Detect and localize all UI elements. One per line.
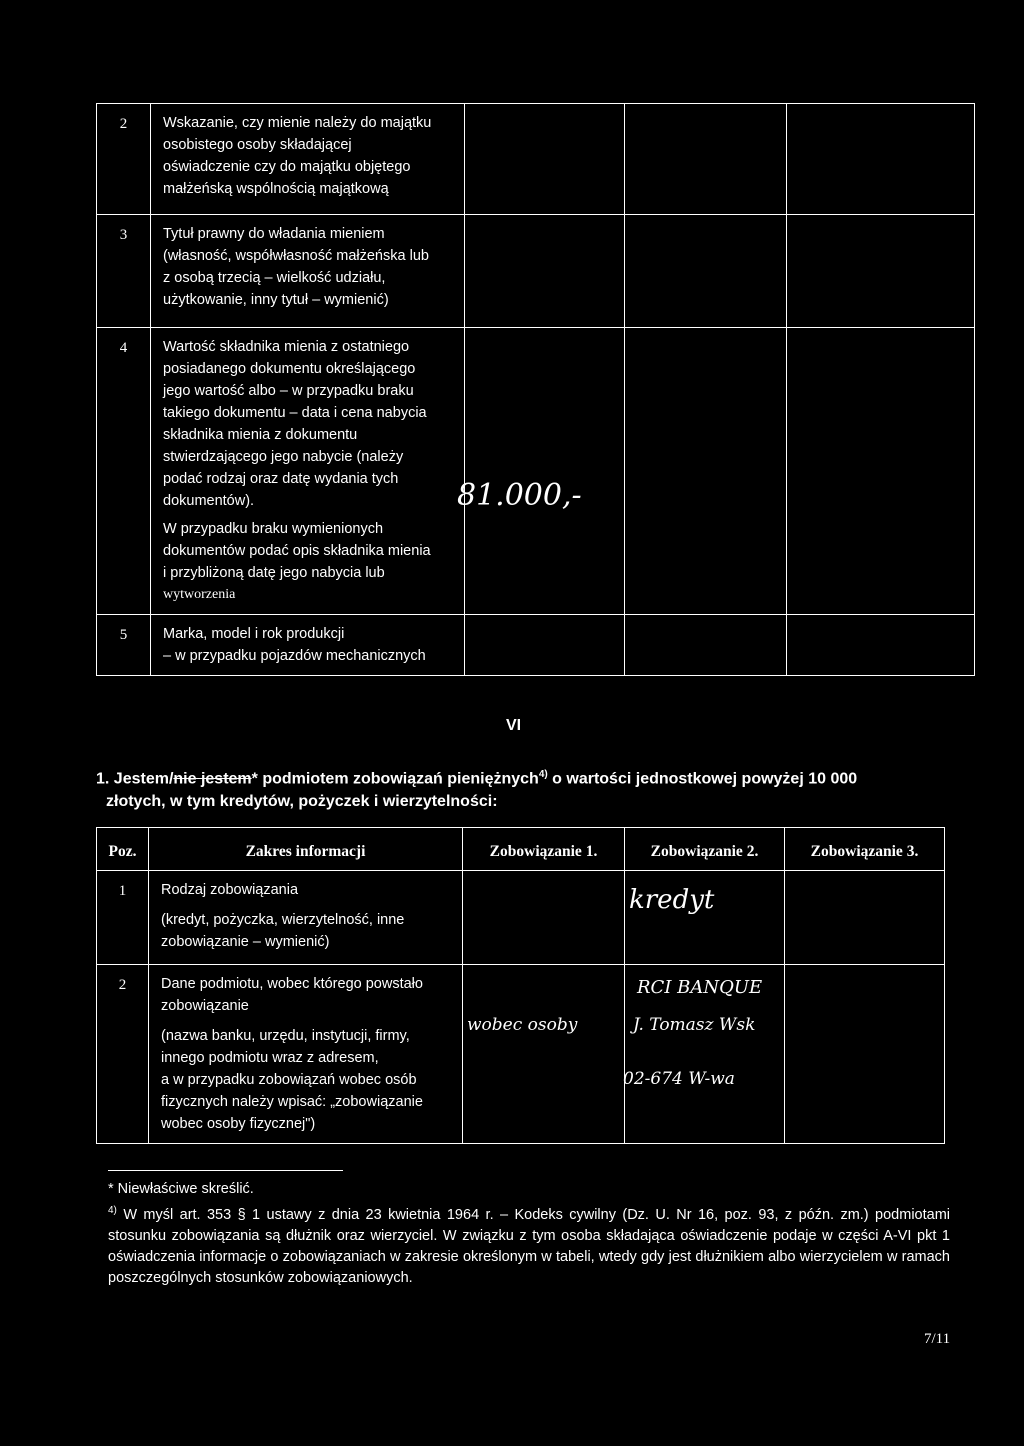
footnote-star: * Niewłaściwe skreślić. xyxy=(108,1181,254,1197)
value-cell xyxy=(787,328,975,615)
value-cell xyxy=(625,104,787,215)
table-row xyxy=(97,871,945,965)
handwritten-value: 02-674 W-wa xyxy=(623,1069,735,1089)
column-header: Zakres informacji xyxy=(149,828,463,871)
footnote-text: W myśl art. 353 § 1 ustawy z dnia 23 kwietnia 1964 r. – Kodeks cywilny (Dz. U. Nr 16, poz. 93, z późn. zm.) podmiotami stosunku zobowiązania są dłużnik oraz wierzyciel. W związku z tym osoba składająca oświadczenie podaje w części A-VI pkt 1 oświadczenia informacje o zobowiązaniach w zakresie określonym w tabeli, wtedy gdy jest dłużnikiem albo wierzycielem w ramach poszczególnych stosunków zobowiązaniowych. xyxy=(108,1206,950,1286)
handwritten-value: wobec osoby xyxy=(467,1015,578,1035)
table-row xyxy=(97,965,945,1144)
header-row xyxy=(97,828,945,871)
section-title: VI xyxy=(506,717,522,734)
handwritten-value: RCI BANQUE xyxy=(637,977,763,998)
footnote-ref: 4) xyxy=(108,1205,117,1216)
table-row xyxy=(97,104,975,215)
handwritten-value: kredyt xyxy=(629,885,715,915)
handwritten-value: 81.000,- xyxy=(457,478,582,513)
handwritten-value: J. Tomasz Wsk xyxy=(633,1015,756,1035)
row-description: Tytuł prawny do władania mieniem (własność, współwłasność małżeńska lub z osobą trzecią – wielkość udziału, użytkowanie, inny tytuł – wymienić) xyxy=(163,226,429,308)
row-number: 3 xyxy=(97,215,151,328)
row-number: 5 xyxy=(97,615,151,676)
value-cell xyxy=(625,871,785,965)
row-description: Wskazanie, czy mienie należy do majątku osobistego osoby składającej oświadczenie czy do majątku objętego małżeńską wspólnością majątkową xyxy=(163,115,432,197)
value-cell xyxy=(625,328,787,615)
value-cell xyxy=(625,965,785,1144)
row-description-detail: (kredyt, pożyczka, wierzytelność, inne zobowiązanie – wymienić) xyxy=(161,912,405,950)
value-cell xyxy=(785,871,945,965)
footnote-divider xyxy=(108,1170,343,1171)
table-row xyxy=(97,615,975,676)
footnote-4 xyxy=(108,1200,950,1289)
value-cell xyxy=(463,965,625,1144)
question-text: podmiotem zobowiązań pieniężnych xyxy=(257,770,539,788)
row-number: 2 xyxy=(97,965,149,1144)
column-header: Zobowiązanie 3. xyxy=(785,828,945,871)
value-cell xyxy=(457,328,625,615)
table-row xyxy=(97,328,975,615)
value-cell xyxy=(785,965,945,1144)
column-header: Poz. xyxy=(97,828,149,871)
row-number: 2 xyxy=(97,104,151,215)
row-description-detail: (nazwa banku, urzędu, instytucji, firmy, innego podmiotu wraz z adresem, a w przypadku zobowiązań wobec osób fizycznych należy wpisać: „zobowiązanie wobec osoby fizycznej") xyxy=(161,1028,423,1132)
page-number: 7/11 xyxy=(924,1331,951,1347)
value-cell xyxy=(465,615,625,676)
row-description-alt: W przypadku braku wymienionych dokumentów podać opis składnika mienia i przybliżoną datę jego nabycia lub xyxy=(163,521,431,581)
value-cell xyxy=(787,104,975,215)
row-number: 1 xyxy=(97,871,149,965)
value-cell xyxy=(465,104,625,215)
value-cell xyxy=(463,871,625,965)
question-number: 1. xyxy=(96,770,110,788)
asset-table xyxy=(96,103,975,676)
question-struck: nie jestem xyxy=(173,770,252,788)
liabilities-table xyxy=(96,827,945,1144)
value-cell xyxy=(625,215,787,328)
question-line2: złotych, w tym kredytów, pożyczek i wierzytelności: xyxy=(106,793,498,811)
value-cell xyxy=(787,615,975,676)
row-description: Dane podmiotu, wobec którego powstało zobowiązanie xyxy=(161,976,423,1014)
row-description: Wartość składnika mienia z ostatniego posiadanego dokumentu określającego jego wartość albo – w przypadku braku takiego dokumentu – data i cena nabycia składnika mienia z dokumentu stwierdzającego jego nabycie (należy podać rodzaj oraz datę wydania tych dokumentów). xyxy=(163,339,427,509)
question-yes: Jestem/ xyxy=(113,770,174,788)
value-cell xyxy=(787,215,975,328)
column-header: Zobowiązanie 1. xyxy=(463,828,625,871)
table-row xyxy=(97,215,975,328)
question-star: * xyxy=(251,770,258,788)
question-rest: o wartości jednostkowej powyżej 10 000 xyxy=(547,770,858,788)
value-cell xyxy=(465,215,625,328)
row-description: Marka, model i rok produkcji – w przypadku pojazdów mechanicznych xyxy=(163,626,426,664)
row-description-end: wytworzenia xyxy=(163,587,236,602)
question-footnote-ref: 4) xyxy=(538,769,548,780)
row-number: 4 xyxy=(97,328,151,615)
row-description: Rodzaj zobowiązania xyxy=(161,882,299,898)
value-cell xyxy=(625,615,787,676)
liability-question xyxy=(96,763,966,813)
column-header: Zobowiązanie 2. xyxy=(625,828,785,871)
